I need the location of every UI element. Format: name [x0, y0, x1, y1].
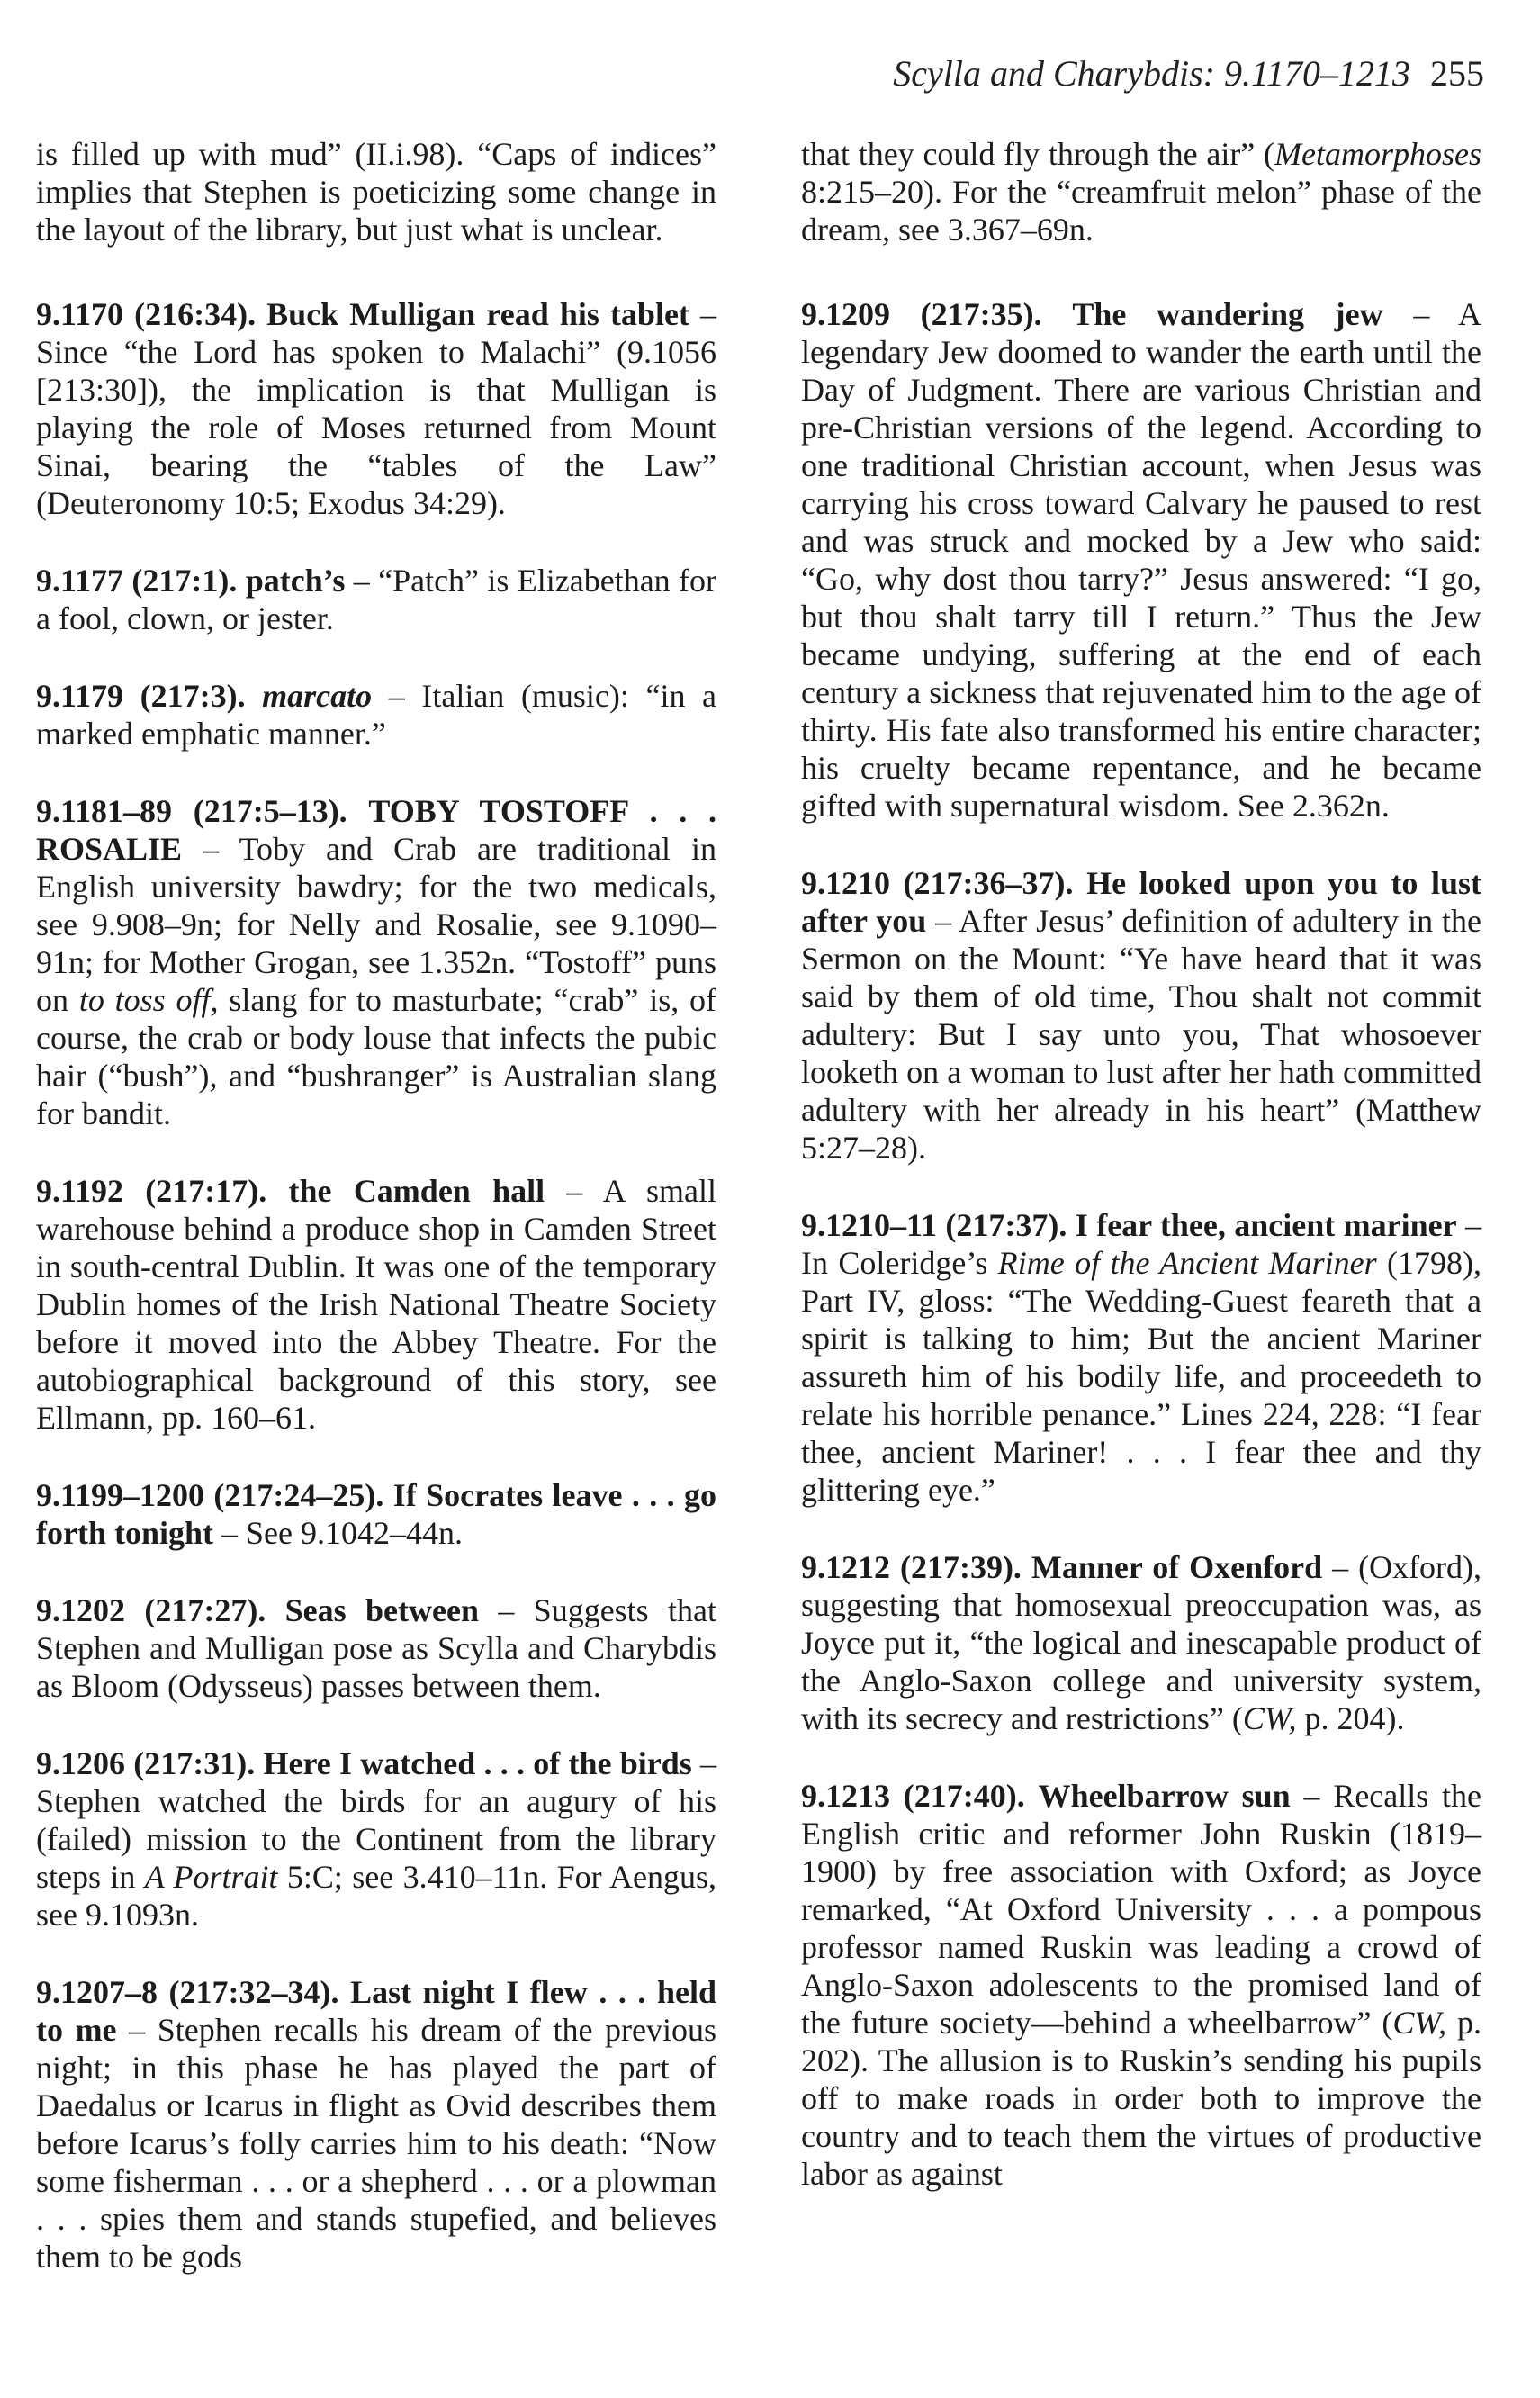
note-lemma: Manner of Oxenford [1031, 1549, 1323, 1585]
note-lemma: the Camden hall [288, 1173, 545, 1209]
note-text: Since “the Lord has spoken to Malachi” (9.1056 [213:30]), the implication is that Mulligan is playing the role of Moses returned from Mount Sinai, bearing the “tables of the Law” (Deuteronomy 10:5; Exodus 34:29). [36, 334, 716, 521]
note-lemma: patch’s [245, 563, 346, 599]
note-ref: 9.1210 (217:36–37). [801, 865, 1074, 901]
note-text: p. 204). [1304, 1700, 1405, 1736]
note-lemma: If Socrates leave . . . go forth tonight [36, 1477, 716, 1551]
left-column [36, 135, 716, 2315]
note-ref: 9.1210–11 (217:37). [801, 1207, 1067, 1243]
continuation-paragraph: that they could fly through the air” (Metamorphoses 8:215–20). For the “creamfruit melon” phase of the dream, see 3.367–69n. [801, 136, 1481, 248]
note-entry: 9.1210 (217:36–37). He looked upon you to lust after you – After Jesus’ definition of adultery in the Sermon on the Mount: “Ye have heard that it was said by them of old time, Thou shalt not commit adultery: But I say unto you, That whosoever looketh on a woman to lust after her hath committed adultery with her already in his heart” (Matthew 5:27–28). [801, 865, 1482, 1166]
note-ref: 9.1192 (217:17). [36, 1173, 267, 1209]
note-lemma: Here I watched . . . of the birds [263, 1745, 692, 1781]
note-lemma: Wheelbarrow sun [1038, 1778, 1291, 1814]
note-text: A small warehouse behind a produce shop in Camden Street in south-central Dublin. It was one of the temporary Dublin homes of the Irish National Theatre Society before it moved into the Abbey Theatre. For the autobiographical background of this story, see Ellmann, pp. 160–61. [36, 1173, 717, 1436]
note-lemma: Seas between [284, 1592, 479, 1628]
note-entry: 9.1213 (217:40). Wheelbarrow sun – Recalls the English critic and reformer John Ruskin (1819–1900) by free association with Oxford; as Joyce remarked, “At Oxford University . . . a pompous professor named Ruskin was leading a crowd of Anglo-Saxon adolescents to the promised land of the future society—behind a wheelbarrow” (CW, p. 202). The allusion is to Ruskin’s sending his pupils off to make roads in order both to improve the country and to teach them the virtues of productive labor as against [801, 1778, 1482, 2192]
note-text: “Patch” is Elizabethan for a fool, clown, or jester. [36, 563, 717, 636]
note-lemma: marcato [262, 678, 373, 714]
note-lemma: I fear thee, ancient mariner [1075, 1207, 1457, 1243]
note-entry: 9.1199–1200 (217:24–25). If Socrates leave . . . go forth tonight – See 9.1042–44n. [36, 1477, 716, 1551]
continuation-paragraph: is filled up with mud” (II.i.98). “Caps of indices” implies that Stephen is poeticizing some change in the layout of the library, but just what is unclear. [36, 136, 716, 248]
note-lemma: Last night I flew . . . held to me [36, 1974, 717, 2048]
note-italic: A Portrait [144, 1859, 278, 1895]
note-text: 5:C; see 3.410–11n. For Aengus, see 9.1093n. [36, 1859, 716, 1933]
note-entry: 9.1177 (217:1). patch’s – “Patch” is Elizabethan for a fool, clown, or jester. [36, 563, 717, 636]
note-ref: 9.1202 (217:27). [36, 1592, 266, 1628]
note-text: After Jesus’ definition of adultery in the Sermon on the Mount: “Ye have heard that it was said by them of old time, Thou shalt not commit adultery: But I say unto you, That whosoever looketh on a woman to lust after her hath committed adultery with her already in his heart” (Matthew 5:27–28). [801, 903, 1482, 1166]
note-text: See 9.1042–44n. [246, 1515, 463, 1551]
note-entry: 9.1181–89 (217:5–13). TOBY TOSTOFF . . . ROSALIE – Toby and Crab are traditional in English university bawdry; for the two medicals, see 9.908–9n; for Nelly and Rosalie, see 9.1090–91n; for Mother Grogan, see 1.352n. “Tostoff” puns on to toss off, slang for to masturbate; “crab” is, of course, the crab or body louse that infects the pubic hair (“bush”), and “bushranger” is Australian slang for bandit. [36, 793, 717, 1131]
running-title: Scylla and Charybdis: 9.1170–1213 [893, 53, 1410, 94]
note-ref: 9.1177 (217:1). [36, 563, 238, 599]
note-italic: to toss off, [78, 982, 219, 1018]
note-entry: 9.1210–11 (217:37). I fear thee, ancient mariner – In Coleridge’s Rime of the Ancient Mariner (1798), Part IV, gloss: “The Wedding-Guest feareth that a spirit is talking to him; But the ancient Mariner assureth him of his bodily life, and proceedeth to relate his horrible penance.” Lines 224, 228: “I fear thee, ancient Mariner! . . . I fear thee and thy glittering eye.” [801, 1207, 1482, 1508]
note-ref: 9.1206 (217:31). [36, 1745, 256, 1781]
note-entry: 9.1207–8 (217:32–34). Last night I flew . . . held to me – Stephen recalls his dream of the previous night; in this phase he has played the part of Daedalus or Icarus in flight as Ovid describes them before Icarus’s folly carries him to his death: “Now some fisherman . . . or a shepherd . . . or a plowman . . . spies them and stands stupefied, and believes them to be gods [36, 1974, 717, 2275]
note-ref: 9.1207–8 (217:32–34). [36, 1974, 339, 2010]
note-ref: 9.1181–89 (217:5–13). [36, 793, 347, 829]
page-number: 255 [1430, 53, 1484, 94]
running-header [893, 52, 1484, 95]
note-ref: 9.1209 (217:35). [801, 296, 1042, 332]
note-entry: 9.1209 (217:35). The wandering jew – A legendary Jew doomed to wander the earth until the Day of Judgment. There are various Christian and pre-Christian versions of the legend. According to one traditional Christian account, when Jesus was carrying his cross toward Calvary he paused to rest and was struck and mocked by a Jew who said: “Go, why dost thou tarry?” Jesus answered: “I go, but thou shalt tarry till I return.” Thus the Jew became undying, suffering at the end of each century a sickness that rejuvenated him to the age of thirty. His fate also transformed his entire character; his cruelty became repentance, and he became gifted with supernatural wisdom. See 2.362n. [801, 296, 1482, 824]
note-entry: 9.1192 (217:17). the Camden hall – A small warehouse behind a produce shop in Camden Street in south-central Dublin. It was one of the temporary Dublin homes of the Irish National Theatre Society before it moved into the Abbey Theatre. For the autobiographical background of this story, see Ellmann, pp. 160–61. [36, 1173, 717, 1436]
note-ref: 9.1212 (217:39). [801, 1549, 1022, 1585]
note-text: Stephen watched the birds for an augury of his (failed) mission to the Continent from the library steps in [36, 1783, 716, 1895]
note-text: A legendary Jew doomed to wander the earth until the Day of Judgment. There are various Christian and pre-Christian versions of the legend. According to one traditional Christian account, when Jesus was carrying his cross toward Calvary he paused to rest and was struck and mocked by a Jew who said: “Go, why dost thou tarry?” Jesus answered: “I go, but thou shalt tarry till I return.” Thus the Jew became undying, suffering at the end of each century a sickness that rejuvenated him to the age of thirty. His fate also transformed his entire character; his cruelty became repentance, and he became gifted with supernatural wisdom. See 2.362n. [801, 296, 1482, 824]
note-entry: 9.1202 (217:27). Seas between – Suggests that Stephen and Mulligan pose as Scylla and Charybdis as Bloom (Odysseus) passes between them. [36, 1592, 717, 1704]
note-text: p. 202). The allusion is to Ruskin’s sending his pupils off to make roads in order both to improve the country and to teach them the virtues of productive labor as against [801, 2005, 1482, 2192]
note-text: Suggests that Stephen and Mulligan pose as Scylla and Charybdis as Bloom (Odysseus) passes between them. [36, 1592, 717, 1704]
note-lemma: Buck Mulligan read his tablet [266, 296, 689, 332]
note-text: (1798), Part IV, gloss: “The Wedding-Guest feareth that a spirit is talking to him; But the ancient Mariner assureth him of his bodily life, and proceedeth to relate his horrible penance.” Lines 224, 228: “I fear thee, ancient Mariner! . . . I fear thee and thy glittering eye.” [801, 1245, 1482, 1508]
note-text: Stephen recalls his dream of the previous night; in this phase he has played the part of Daedalus or Icarus in flight as Ovid describes them before Icarus’s folly carries him to his death: “Now some fisherman . . . or a shepherd . . . or a plowman . . . spies them and stands stupefied, and believes them to be gods [36, 2012, 716, 2275]
note-ref: 9.1179 (217:3). [36, 678, 246, 714]
note-entry: 9.1170 (216:34). Buck Mulligan read his tablet – Since “the Lord has spoken to Malachi” (9.1056 [213:30]), the implication is that Mulligan is playing the role of Moses returned from Mount Sinai, bearing the “tables of the Law” (Deuteronomy 10:5; Exodus 34:29). [36, 296, 717, 521]
note-text: In Coleridge’s [801, 1245, 988, 1281]
note-entry: 9.1212 (217:39). Manner of Oxenford – (Oxford), suggesting that homosexual preoccupation was, as Joyce put it, “the logical and inescapable product of the Anglo-Saxon college and university system, with its secrecy and restrictions” (CW, p. 204). [801, 1549, 1482, 1736]
note-entry: 9.1179 (217:3). marcato – Italian (music): “in a marked emphatic manner.” [36, 678, 717, 752]
note-ref: 9.1213 (217:40). [801, 1778, 1025, 1814]
note-italic: CW, [1242, 1700, 1297, 1736]
note-italic: CW, [1392, 2005, 1447, 2041]
note-ref: 9.1199–1200 (217:24–25). [36, 1477, 384, 1513]
note-text: slang for to masturbate; “crab” is, of course, the crab or body louse that infects the pubic hair (“bush”), and “bushranger” is Australian slang for bandit. [36, 982, 717, 1131]
note-lemma: The wandering jew [1072, 296, 1383, 332]
note-text: Italian (music): “in a marked emphatic manner.” [36, 678, 717, 752]
note-italic: Rime of the Ancient Mariner [997, 1245, 1377, 1281]
note-text: Toby and Crab are traditional in English university bawdry; for the two medicals, see 9.908–9n; for Nelly and Rosalie, see 9.1090–91n; for Mother Grogan, see 1.352n. “Tostoff” puns on [36, 831, 717, 1018]
right-column [801, 135, 1481, 2232]
note-lemma: He looked upon you to lust after you [801, 865, 1481, 939]
note-entry: 9.1206 (217:31). Here I watched . . . of the birds – Stephen watched the birds for an augury of his (failed) mission to the Continent from the library steps in A Portrait 5:C; see 3.410–11n. For Aengus, see 9.1093n. [36, 1745, 717, 1933]
note-text: Recalls the English critic and reformer John Ruskin (1819–1900) by free association with Oxford; as Joyce remarked, “At Oxford University . . . a pompous professor named Ruskin was leading a crowd of Anglo-Saxon adolescents to the promised land of the future society—behind a wheelbarrow” ( [801, 1778, 1482, 2041]
note-ref: 9.1170 (216:34). [36, 296, 257, 332]
note-lemma: TOBY TOSTOFF . . . ROSALIE [36, 793, 717, 867]
note-text: (Oxford), suggesting that homosexual preoccupation was, as Joyce put it, “the logical and inescapable product of the Anglo-Saxon college and university system, with its secrecy and restrictions” ( [801, 1549, 1482, 1736]
